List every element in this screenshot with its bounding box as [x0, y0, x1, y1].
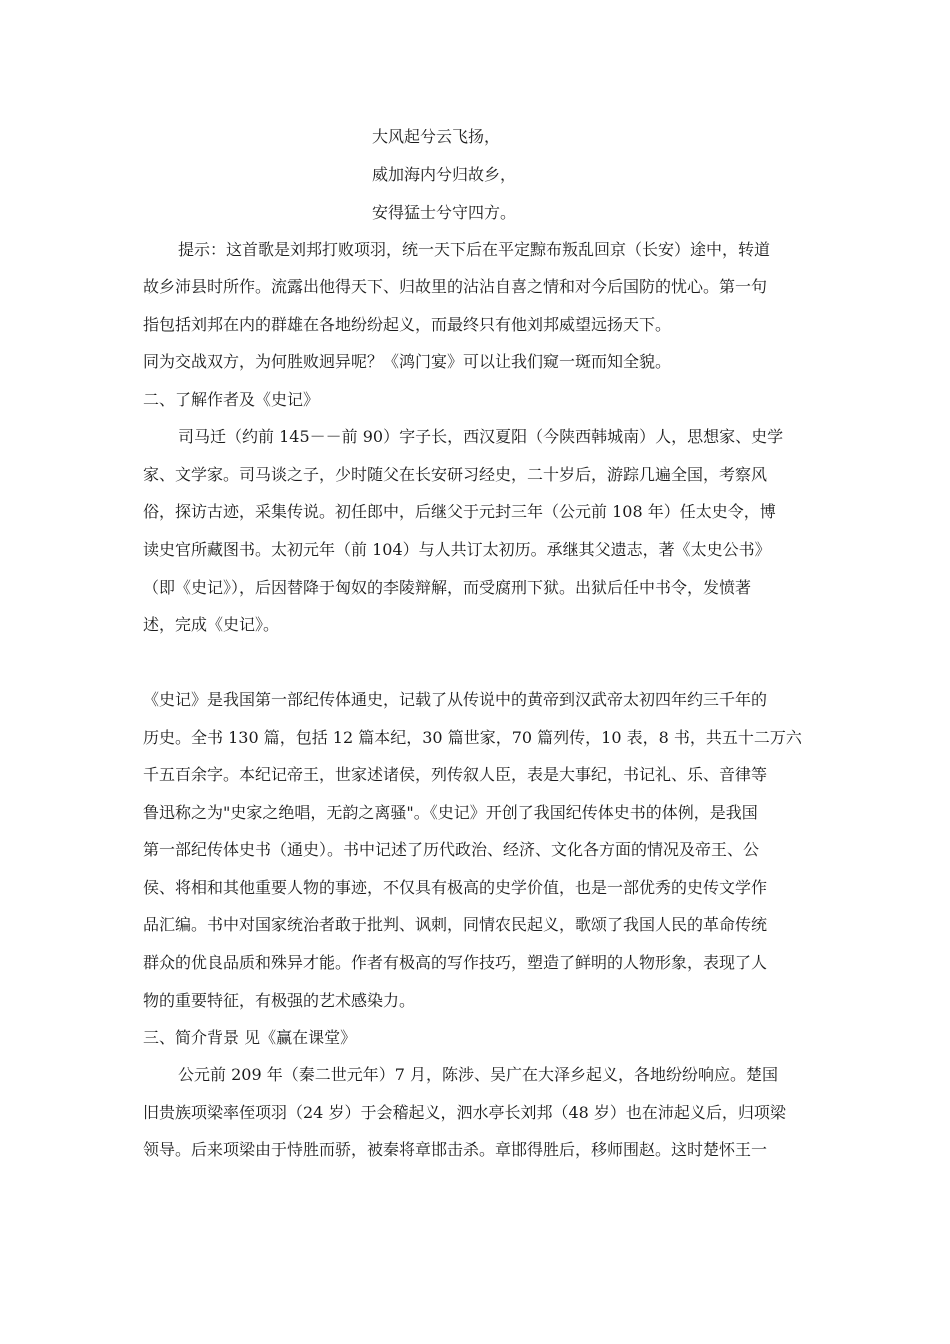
shiji-para-line-8: 群众的优良品质和殊异才能。作者有极高的写作技巧，塑造了鲜明的人物形象，表现了人: [143, 953, 768, 972]
author-para-line-4: 读史官所藏图书。太初元年（前 104）与人共订太初历。承继其父遗志，著《太史公书》: [143, 540, 771, 559]
hint-line-1: 提示：这首歌是刘邦打败项羽，统一天下后在平定黥布叛乱回京（长安）途中，转道: [178, 240, 771, 259]
author-para-line-6: 述，完成《史记》。: [143, 615, 280, 634]
background-para-line-1: 公元前 209 年（秦二世元年）7 月，陈涉、吴广在大泽乡起义，各地纷纷响应。楚国: [178, 1065, 778, 1084]
hint-line-4: 同为交战双方，为何胜败迥异呢？《鸿门宴》可以让我们窥一斑而知全貌。: [143, 352, 672, 371]
shiji-para-line-3: 千五百余字。本纪记帝王，世家述诸侯，列传叙人臣，表是大事纪，书记礼、乐、音律等: [143, 765, 768, 784]
poem-line-3: 安得猛士兮守四方。: [372, 203, 517, 222]
section-heading-2: 二、了解作者及《史记》: [143, 390, 320, 409]
hint-line-3: 指包括刘邦在内的群雄在各地纷纷起义，而最终只有他刘邦威望远扬天下。: [143, 315, 672, 334]
shiji-para-line-4: 鲁迅称之为"史家之绝唱，无韵之离骚"。《史记》开创了我国纪传体史书的体例，是我国: [143, 803, 758, 822]
author-para-line-1: 司马迁（约前 145－－前 90）字子长，西汉夏阳（今陕西韩城南）人，思想家、史学: [178, 427, 784, 446]
poem-line-2: 威加海内兮归故乡，: [372, 165, 517, 184]
background-para-line-3: 领导。后来项梁由于恃胜而骄，被秦将章邯击杀。章邯得胜后，移师围赵。这时楚怀王一: [143, 1140, 768, 1159]
shiji-para-line-7: 品汇编。书中对国家统治者敢于批判、讽刺，同情农民起义，歌颂了我国人民的革命传统: [143, 915, 768, 934]
background-para-line-2: 旧贵族项梁率侄项羽（24 岁）于会稽起义，泗水亭长刘邦（48 岁）也在沛起义后，归项梁: [143, 1103, 786, 1122]
author-para-line-2: 家、文学家。司马谈之子，少时随父在长安研习经史，二十岁后，游踪几遍全国，考察风: [143, 465, 768, 484]
shiji-para-line-2: 历史。全书 130 篇，包括 12 篇本纪，30 篇世家，70 篇列传，10 表，8 书，共五十二万六: [143, 728, 802, 747]
author-para-line-5: （即《史记》），后因替降于匈奴的李陵辩解，而受腐刑下狱。出狱后任中书令，发愤著: [143, 578, 752, 597]
shiji-para-line-5: 第一部纪传体史书（通史）。书中记述了历代政治、经济、文化各方面的情况及帝王、公: [143, 840, 760, 859]
section-heading-3: 三、简介背景 见《赢在课堂》: [143, 1028, 357, 1047]
author-para-line-3: 俗，探访古迹，采集传说。初任郎中，后继父于元封三年（公元前 108 年）任太史令，博: [143, 502, 776, 521]
hint-line-2: 故乡沛县时所作。流露出他得天下、归故里的沾沾自喜之情和对今后国防的忧心。第一句: [143, 277, 768, 296]
shiji-para-line-9: 物的重要特征，有极强的艺术感染力。: [143, 991, 416, 1010]
shiji-para-line-6: 侯、将相和其他重要人物的事迹，不仅具有极高的史学价值，也是一部优秀的史传文学作: [143, 878, 768, 897]
poem-line-1: 大风起兮云飞扬，: [372, 127, 501, 146]
shiji-para-line-1: 《史记》是我国第一部纪传体通史，记载了从传说中的黄帝到汉武帝太初四年约三千年的: [143, 690, 768, 709]
